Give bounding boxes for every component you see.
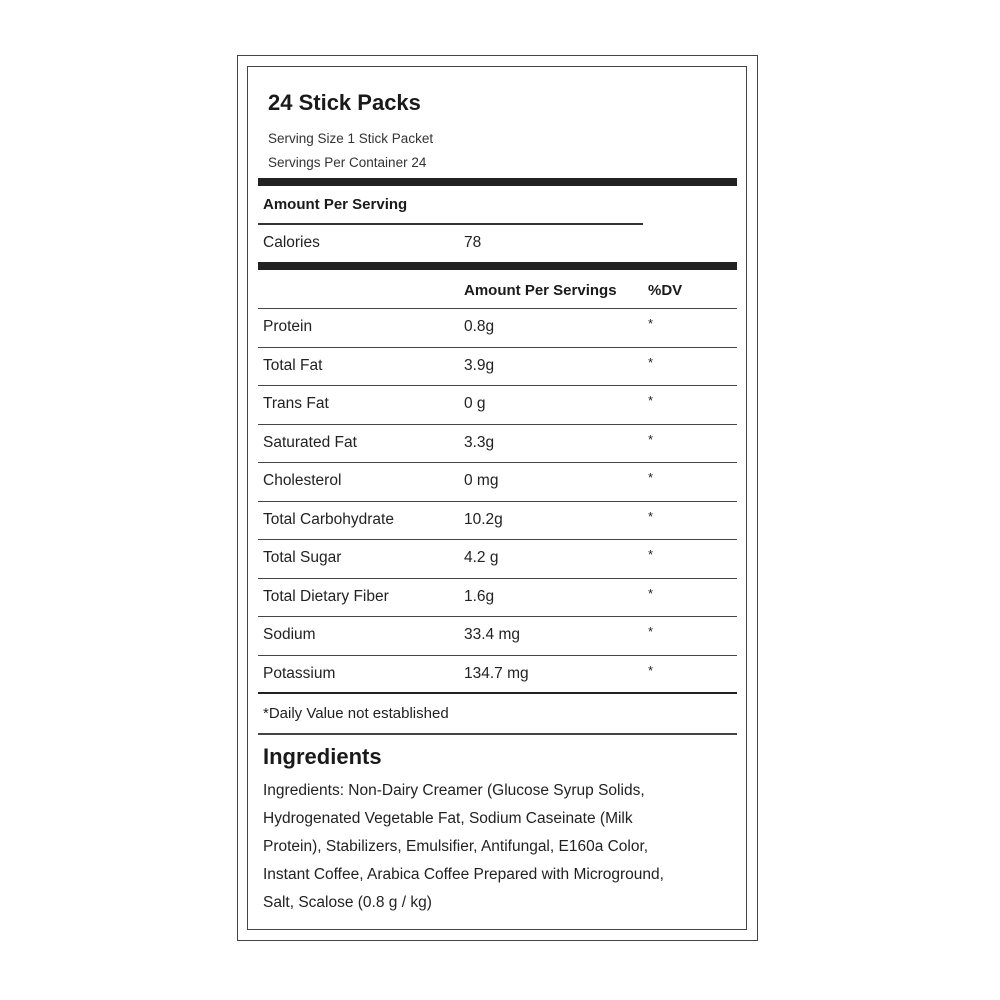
ingredients-line: Hydrogenated Vegetable Fat, Sodium Caseinate (Milk bbox=[263, 810, 633, 827]
table-row bbox=[258, 348, 737, 387]
nutrient-dv: * bbox=[648, 354, 654, 370]
amount-header: Amount Per Servings bbox=[464, 282, 617, 299]
nutrient-amount: 0 mg bbox=[464, 472, 499, 489]
thick-divider bbox=[258, 262, 737, 270]
table-header-row bbox=[258, 271, 737, 309]
table-row bbox=[258, 502, 737, 541]
table-row bbox=[258, 463, 737, 502]
nutrient-name: Total Sugar bbox=[263, 549, 342, 566]
thick-divider bbox=[258, 178, 737, 186]
nutrient-name: Sodium bbox=[263, 626, 316, 643]
thin-divider bbox=[258, 223, 643, 225]
ingredients-line: Ingredients: Non-Dairy Creamer (Glucose Syrup Solids, bbox=[263, 782, 645, 799]
nutrient-dv: * bbox=[648, 470, 654, 485]
nutrient-dv: * bbox=[648, 624, 654, 639]
ingredients-heading: Ingredients bbox=[263, 744, 382, 769]
ingredients-line: Protein), Stabilizers, Emulsifier, Antifungal, E160a Color, bbox=[263, 838, 649, 855]
nutrient-dv: * bbox=[648, 393, 654, 408]
table-row bbox=[258, 617, 737, 656]
nutrient-name: Saturated Fat bbox=[263, 433, 357, 451]
dv-header: %DV bbox=[648, 282, 683, 299]
ingredients-text bbox=[263, 777, 733, 917]
table-row bbox=[258, 425, 737, 464]
label-title: 24 Stick Packs bbox=[268, 90, 421, 115]
nutrient-amount: 3.3g bbox=[464, 433, 495, 451]
thin-divider bbox=[258, 733, 737, 735]
nutrient-name: Cholesterol bbox=[263, 472, 342, 489]
amount-per-serving-label: Amount Per Serving bbox=[263, 196, 408, 213]
ingredients-line: Salt, Scalose (0.8 g / kg) bbox=[263, 894, 432, 911]
nutrient-amount: 0 g bbox=[464, 395, 486, 412]
nutrient-dv: * bbox=[648, 316, 654, 331]
nutrient-dv: * bbox=[648, 585, 654, 601]
daily-value-footnote: *Daily Value not established bbox=[263, 705, 449, 722]
nutrient-amount: 10.2g bbox=[464, 510, 503, 528]
calories-label: Calories bbox=[263, 234, 320, 251]
nutrient-name: Trans Fat bbox=[263, 395, 329, 412]
nutrient-amount: 1.6g bbox=[464, 587, 495, 605]
nutrient-amount: 3.9g bbox=[464, 356, 495, 374]
table-row bbox=[258, 579, 737, 618]
ingredients-line: Instant Coffee, Arabica Coffee Prepared with Microground, bbox=[263, 866, 664, 883]
nutrient-name: Protein bbox=[263, 318, 313, 335]
table-row bbox=[258, 386, 737, 425]
nutrient-name: Total Fat bbox=[263, 356, 323, 374]
nutrient-name: Total Carbohydrate bbox=[263, 510, 394, 528]
servings-per-container: Servings Per Container 24 bbox=[268, 155, 427, 170]
nutrient-amount: 134.7 mg bbox=[464, 664, 529, 682]
nutrition-table bbox=[258, 271, 737, 694]
table-row bbox=[258, 540, 737, 579]
nutrient-dv: * bbox=[648, 547, 654, 562]
nutrient-amount: 0.8g bbox=[464, 318, 495, 335]
table-row bbox=[258, 309, 737, 348]
nutrient-dv: * bbox=[648, 431, 654, 447]
nutrient-amount: 4.2 g bbox=[464, 549, 499, 566]
calories-value: 78 bbox=[464, 234, 482, 251]
serving-size: Serving Size 1 Stick Packet bbox=[268, 131, 434, 146]
nutrient-amount: 33.4 mg bbox=[464, 626, 521, 643]
nutrient-name: Total Dietary Fiber bbox=[263, 587, 389, 605]
table-row bbox=[258, 656, 737, 695]
nutrient-dv: * bbox=[648, 508, 654, 524]
nutrient-dv: * bbox=[648, 662, 654, 678]
nutrient-name: Potassium bbox=[263, 664, 336, 682]
